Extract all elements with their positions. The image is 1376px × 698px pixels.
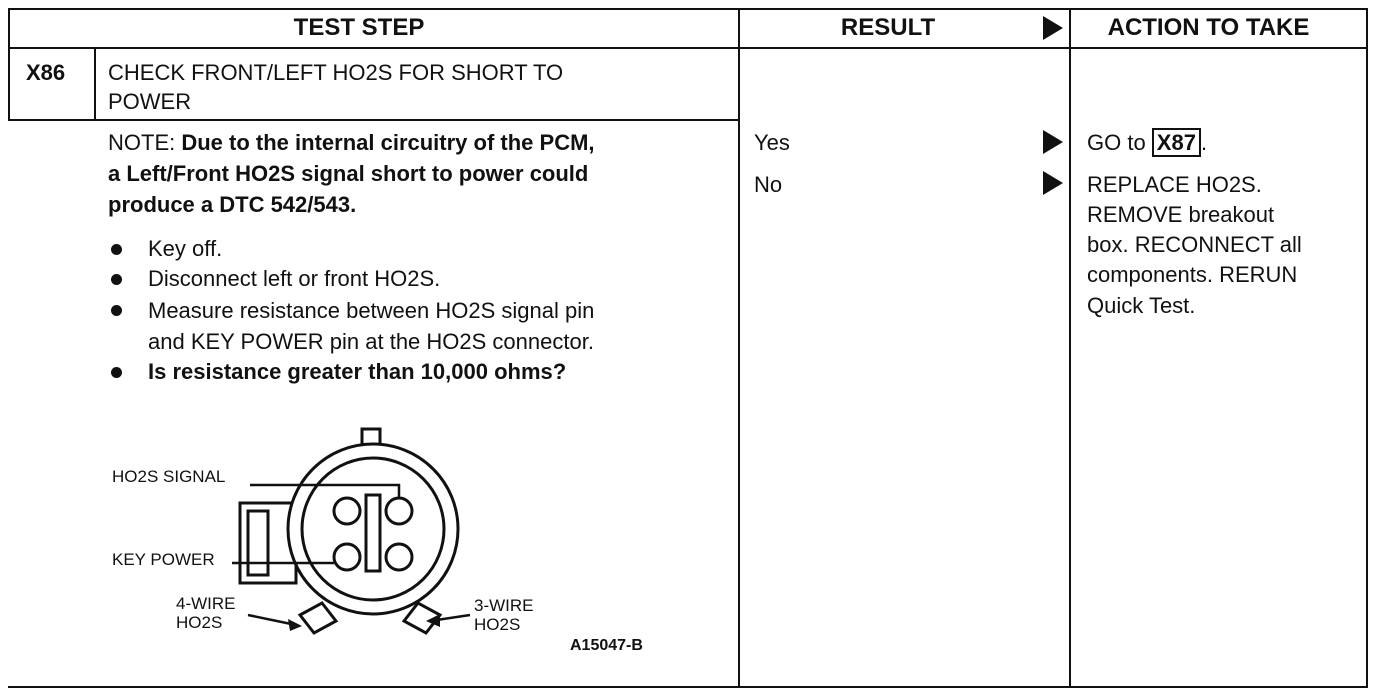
- connector-pin: [386, 544, 412, 570]
- action-no-line4: components. RERUN: [1087, 262, 1298, 287]
- bullet-icon: [111, 305, 122, 316]
- table-bottom-border: [8, 686, 1368, 688]
- action-yes-suffix: .: [1200, 130, 1208, 155]
- result-no: No: [754, 172, 783, 197]
- note-text-line1: Due to the internal circuitry of the PCM,: [181, 130, 595, 155]
- table-left-border: [8, 8, 10, 120]
- step-ref-x87[interactable]: X87: [1152, 128, 1201, 157]
- diagram-label-3wire-line1: 3-WIRE: [474, 596, 534, 615]
- action-yes: [1087, 128, 1207, 158]
- step-id-divider: [94, 47, 96, 120]
- step-title-line2: POWER: [108, 89, 192, 114]
- figure-id: A15047-B: [570, 637, 643, 654]
- action-no-line3: box. RECONNECT all: [1087, 232, 1302, 257]
- diagram-label-key-power: KEY POWER: [112, 550, 215, 569]
- table-top-border: [8, 8, 1368, 10]
- result-yes: Yes: [754, 130, 790, 155]
- header-test-step: TEST STEP: [293, 14, 425, 41]
- connector-4wire-tab: [300, 603, 336, 633]
- header-result: RESULT: [840, 14, 936, 41]
- bullet-disconnect: Disconnect left or front HO2S.: [148, 266, 441, 291]
- connector-center-key: [366, 495, 380, 571]
- step-title-divider: [8, 119, 738, 121]
- result-yes-arrow-icon: [1043, 130, 1063, 154]
- result-right-border: [1069, 8, 1071, 688]
- action-no-line5: Quick Test.: [1087, 293, 1196, 318]
- result-no-arrow-icon: [1043, 171, 1063, 195]
- header-arrow-icon: [1043, 16, 1063, 40]
- test-step-right-border: [738, 8, 740, 688]
- bullet-icon: [111, 274, 122, 285]
- note-line3: produce a DTC 542/543.: [108, 192, 357, 217]
- connector-latch-inner: [248, 511, 268, 575]
- bullet-key-off: Key off.: [148, 236, 223, 261]
- note-prefix: NOTE:: [108, 130, 176, 155]
- header-bottom-border: [8, 47, 1368, 49]
- bullet-measure-line2: and KEY POWER pin at the HO2S connector.: [148, 329, 594, 354]
- bullet-measure-line1: Measure resistance between HO2S signal pin: [148, 298, 595, 323]
- diagram-label-4wire-line1: 4-WIRE: [176, 594, 236, 613]
- bullet-icon: [111, 244, 122, 255]
- note-line1: [108, 128, 595, 158]
- bullet-question: Is resistance greater than 10,000 ohms?: [148, 359, 567, 384]
- diagram-label-ho2s-signal: HO2S SIGNAL: [112, 467, 226, 486]
- step-id: X86: [26, 60, 66, 85]
- action-no-line1: REPLACE HO2S.: [1087, 172, 1262, 197]
- action-no-line2: REMOVE breakout: [1087, 202, 1275, 227]
- four-wire-arrow-icon: [288, 619, 302, 631]
- diagram-label-4wire-line2: HO2S: [176, 613, 223, 632]
- connector-pin: [334, 498, 360, 524]
- connector-pin: [334, 544, 360, 570]
- note-line2: a Left/Front HO2S signal short to power could: [108, 161, 589, 186]
- table-right-border: [1366, 8, 1368, 688]
- connector-pin: [386, 498, 412, 524]
- diagram-label-3wire-line2: HO2S: [474, 615, 521, 634]
- bullet-icon: [111, 367, 122, 378]
- step-title-line1: CHECK FRONT/LEFT HO2S FOR SHORT TO: [108, 60, 564, 85]
- action-yes-prefix: GO to: [1087, 130, 1152, 155]
- header-action-to-take: ACTION TO TAKE: [1107, 14, 1310, 41]
